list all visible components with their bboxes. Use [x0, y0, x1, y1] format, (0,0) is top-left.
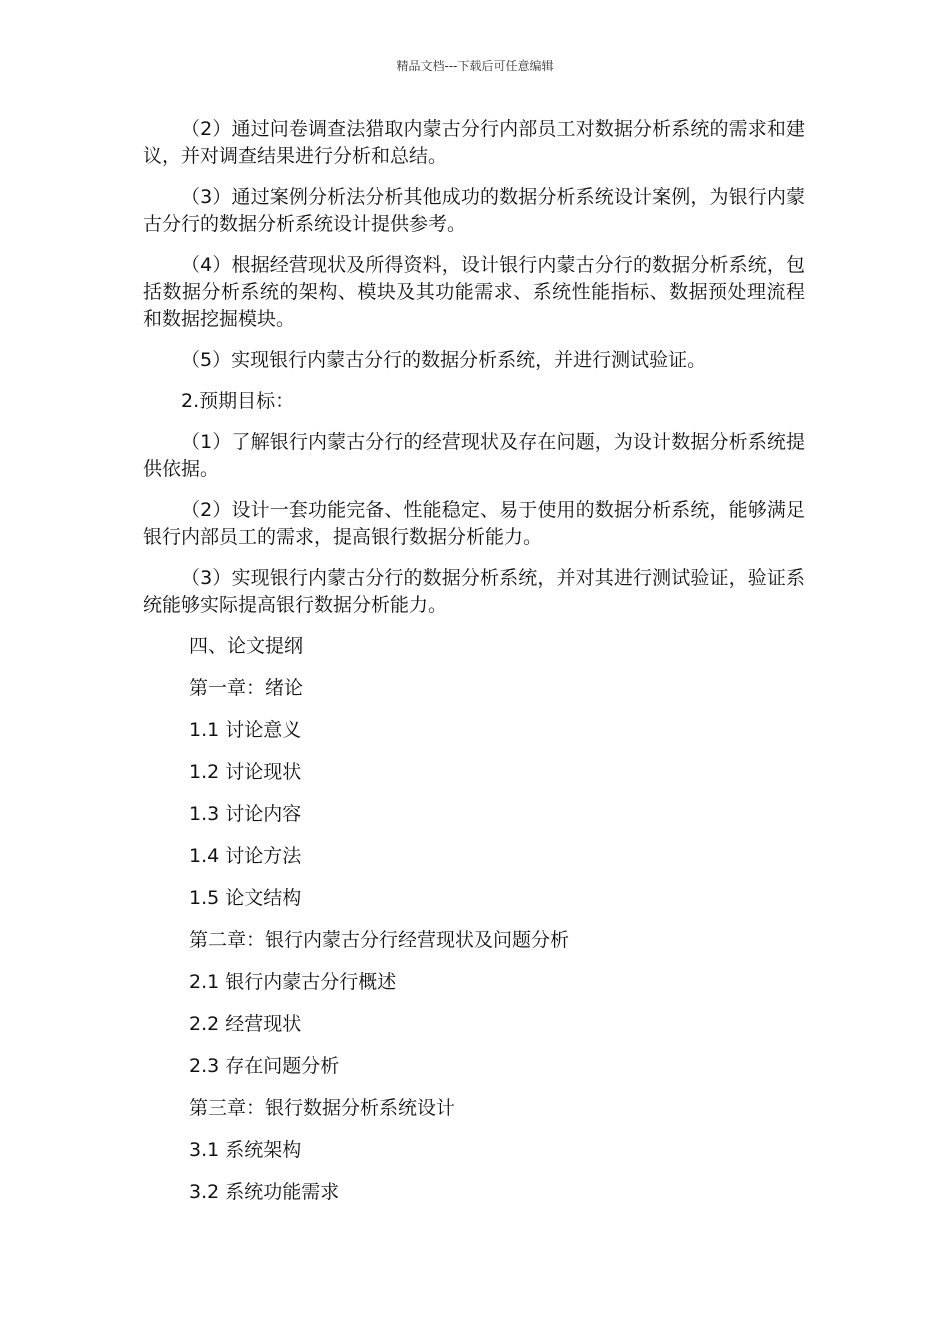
outline-item: 2.1 银行内蒙古分行概述 — [189, 971, 397, 993]
outline-item: 1.3 讨论内容 — [189, 803, 302, 825]
outline-chapter: 第三章：银行数据分析系统设计 — [189, 1097, 456, 1119]
outline-item: 1.5 论文结构 — [189, 887, 302, 909]
document-body — [143, 116, 805, 1221]
outline-item: 3.1 系统架构 — [189, 1139, 302, 1161]
outline-item: 2.2 经营现状 — [189, 1013, 302, 1035]
paragraph: （4）根据经营现状及所得资料，设计银行内蒙古分行的数据分析系统，包括数据分析系统的架构、模块及其功能需求、系统性能指标、数据预处理流程和数据挖掘模块。 — [143, 254, 805, 330]
outline-item: 1.4 讨论方法 — [189, 845, 302, 867]
paragraph: （1）了解银行内蒙古分行的经营现状及存在问题，为设计数据分析系统提供依据。 — [143, 431, 805, 480]
outline-item: 2.3 存在问题分析 — [189, 1055, 340, 1077]
paragraph: （2）设计一套功能完备、性能稳定、易于使用的数据分析系统，能够满足银行内部员工的需求，提高银行数据分析能力。 — [143, 499, 805, 548]
outline-item: 1.1 讨论意义 — [189, 719, 302, 741]
paragraph: （3）通过案例分析法分析其他成功的数据分析系统设计案例，为银行内蒙古分行的数据分析系统设计提供参考。 — [143, 186, 805, 235]
section-heading: 2.预期目标： — [181, 390, 295, 412]
outline-chapter: 第二章：银行内蒙古分行经营现状及问题分析 — [189, 929, 570, 951]
outline-item: 1.2 讨论现状 — [189, 761, 302, 783]
paragraph: （3）实现银行内蒙古分行的数据分析系统，并对其进行测试验证，验证系统能够实际提高银行数据分析能力。 — [143, 567, 805, 616]
paragraph: （5）实现银行内蒙古分行的数据分析系统，并进行测试验证。 — [181, 349, 707, 371]
page-header: 精品文档---下载后可任意编辑 — [396, 59, 554, 73]
outline-chapter: 第一章：绪论 — [189, 677, 304, 699]
outline-item: 3.2 系统功能需求 — [189, 1181, 340, 1203]
thesis-outline — [143, 633, 805, 1206]
outline-heading: 四、论文提纲 — [189, 635, 304, 657]
paragraph: （2）通过问卷调查法猎取内蒙古分行内部员工对数据分析系统的需求和建议，并对调查结果进行分析和总结。 — [143, 118, 805, 167]
